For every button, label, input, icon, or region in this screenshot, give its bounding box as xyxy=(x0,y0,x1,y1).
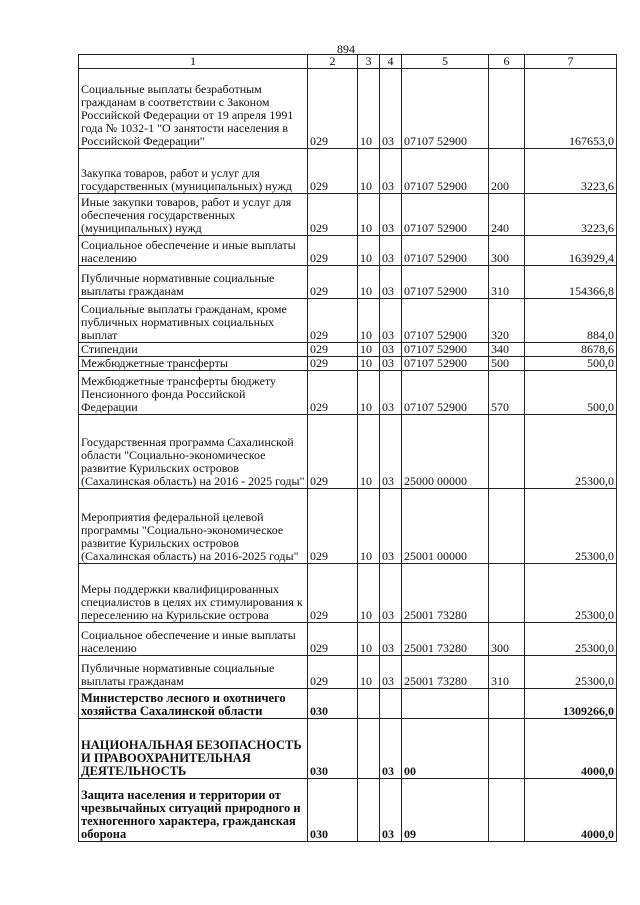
col-header-amount: 7 xyxy=(525,55,617,69)
row-target-code: 07107 52900 xyxy=(402,371,489,415)
row-amount: 25300,0 xyxy=(525,489,617,564)
row-subsection: 03 xyxy=(380,656,402,689)
page-number: 894 xyxy=(337,42,355,56)
row-admin-code: 029 xyxy=(308,266,358,299)
row-name: Социальные выплаты гражданам, кроме публичных нормативных социальных выплат xyxy=(79,299,308,343)
row-subsection: 03 xyxy=(380,194,402,236)
row-subsection: 03 xyxy=(380,779,402,842)
row-subsection: 03 xyxy=(380,564,402,623)
table-row xyxy=(79,779,617,842)
table-row xyxy=(79,236,617,266)
row-subsection: 03 xyxy=(380,149,402,194)
row-type-code xyxy=(489,415,525,489)
row-target-code xyxy=(402,689,489,719)
row-admin-code: 029 xyxy=(308,69,358,149)
row-admin-code: 029 xyxy=(308,564,358,623)
row-target-code: 07107 52900 xyxy=(402,69,489,149)
row-admin-code: 029 xyxy=(308,357,358,371)
table-row xyxy=(79,266,617,299)
row-section: 10 xyxy=(358,623,380,656)
row-admin-code: 030 xyxy=(308,779,358,842)
table-row xyxy=(79,719,617,779)
row-target-code: 07107 52900 xyxy=(402,343,489,357)
row-section xyxy=(358,779,380,842)
row-section: 10 xyxy=(358,299,380,343)
row-amount: 8678,6 xyxy=(525,343,617,357)
row-admin-code: 029 xyxy=(308,343,358,357)
table-row xyxy=(79,415,617,489)
table-row xyxy=(79,656,617,689)
row-amount: 4000,0 xyxy=(525,779,617,842)
table-row xyxy=(79,489,617,564)
row-subsection: 03 xyxy=(380,719,402,779)
row-subsection: 03 xyxy=(380,371,402,415)
row-section xyxy=(358,719,380,779)
row-name: Межбюджетные трансферты xyxy=(79,357,308,371)
row-type-code: 200 xyxy=(489,149,525,194)
row-subsection: 03 xyxy=(380,623,402,656)
table-row xyxy=(79,689,617,719)
row-admin-code: 029 xyxy=(308,489,358,564)
row-section: 10 xyxy=(358,415,380,489)
row-target-code: 00 xyxy=(402,719,489,779)
row-amount: 25300,0 xyxy=(525,415,617,489)
row-subsection: 03 xyxy=(380,236,402,266)
row-type-code: 570 xyxy=(489,371,525,415)
row-name: Социальные выплаты безработным гражданам в соответствии с Законом Российской Федерации от 19 апреля 1991 года № 1032-1 "О занятости населения в Российской Федерации" xyxy=(79,69,308,149)
row-section: 10 xyxy=(358,656,380,689)
col-header-type: 6 xyxy=(489,55,525,69)
row-name: Социальное обеспечение и иные выплаты населению xyxy=(79,623,308,656)
col-header-subsection: 4 xyxy=(380,55,402,69)
row-type-code xyxy=(489,689,525,719)
table-row xyxy=(79,299,617,343)
table-row xyxy=(79,69,617,149)
row-section: 10 xyxy=(358,236,380,266)
row-target-code: 07107 52900 xyxy=(402,266,489,299)
row-type-code: 500 xyxy=(489,357,525,371)
row-section: 10 xyxy=(358,357,380,371)
budget-table xyxy=(78,54,617,842)
row-name: Министерство лесного и охотничего хозяйства Сахалинской области xyxy=(79,689,308,719)
row-subsection: 03 xyxy=(380,69,402,149)
row-name: Защита населения и территории от чрезвычайных ситуаций природного и техногенного характера, гражданская оборона xyxy=(79,779,308,842)
row-admin-code: 029 xyxy=(308,149,358,194)
row-type-code: 310 xyxy=(489,266,525,299)
row-section: 10 xyxy=(358,489,380,564)
row-type-code xyxy=(489,564,525,623)
row-section: 10 xyxy=(358,343,380,357)
row-amount: 167653,0 xyxy=(525,69,617,149)
row-section xyxy=(358,689,380,719)
row-admin-code: 030 xyxy=(308,719,358,779)
row-admin-code: 029 xyxy=(308,194,358,236)
header-row xyxy=(79,55,617,69)
row-section: 10 xyxy=(358,564,380,623)
row-target-code: 25001 73280 xyxy=(402,564,489,623)
row-target-code: 25001 00000 xyxy=(402,489,489,564)
row-name: Межбюджетные трансферты бюджету Пенсионного фонда Российской Федерации xyxy=(79,371,308,415)
row-name: Иные закупки товаров, работ и услуг для обеспечения государственных (муниципальных) нужд xyxy=(79,194,308,236)
row-amount: 1309266,0 xyxy=(525,689,617,719)
row-type-code xyxy=(489,779,525,842)
row-type-code: 300 xyxy=(489,236,525,266)
row-section: 10 xyxy=(358,266,380,299)
row-type-code: 310 xyxy=(489,656,525,689)
row-section: 10 xyxy=(358,194,380,236)
col-header-section: 3 xyxy=(358,55,380,69)
row-type-code xyxy=(489,489,525,564)
row-type-code xyxy=(489,719,525,779)
row-amount: 25300,0 xyxy=(525,656,617,689)
row-admin-code: 029 xyxy=(308,656,358,689)
row-amount: 163929,4 xyxy=(525,236,617,266)
row-subsection xyxy=(380,689,402,719)
row-name: Меры поддержки квалифицированных специалистов в целях их стимулирования к переселению на Курильские острова xyxy=(79,564,308,623)
row-admin-code: 029 xyxy=(308,371,358,415)
row-name: Закупка товаров, работ и услуг для государственных (муниципальных) нужд xyxy=(79,149,308,194)
row-section: 10 xyxy=(358,371,380,415)
row-amount: 3223,6 xyxy=(525,194,617,236)
row-amount: 3223,6 xyxy=(525,149,617,194)
row-amount: 25300,0 xyxy=(525,564,617,623)
col-header-name: 1 xyxy=(79,55,308,69)
row-target-code: 07107 52900 xyxy=(402,299,489,343)
table-row xyxy=(79,371,617,415)
row-amount: 25300,0 xyxy=(525,623,617,656)
table-row xyxy=(79,623,617,656)
table-row xyxy=(79,194,617,236)
row-target-code: 25000 00000 xyxy=(402,415,489,489)
row-type-code xyxy=(489,69,525,149)
row-amount: 154366,8 xyxy=(525,266,617,299)
row-name: Социальное обеспечение и иные выплаты населению xyxy=(79,236,308,266)
col-header-admin: 2 xyxy=(308,55,358,69)
row-target-code: 07107 52900 xyxy=(402,194,489,236)
row-name: Публичные нормативные социальные выплаты гражданам xyxy=(79,266,308,299)
row-name: Государственная программа Сахалинской области "Социально-экономическое развитие Курильских островов (Сахалинская область) на 2016 - 2025 годы" xyxy=(79,415,308,489)
row-amount: 500,0 xyxy=(525,357,617,371)
col-header-target: 5 xyxy=(402,55,489,69)
row-admin-code: 030 xyxy=(308,689,358,719)
row-target-code: 07107 52900 xyxy=(402,357,489,371)
row-target-code: 07107 52900 xyxy=(402,236,489,266)
row-section: 10 xyxy=(358,69,380,149)
row-subsection: 03 xyxy=(380,343,402,357)
row-admin-code: 029 xyxy=(308,236,358,266)
table-row xyxy=(79,357,617,371)
row-subsection: 03 xyxy=(380,299,402,343)
row-section: 10 xyxy=(358,149,380,194)
row-subsection: 03 xyxy=(380,266,402,299)
row-target-code: 09 xyxy=(402,779,489,842)
row-subsection: 03 xyxy=(380,415,402,489)
row-amount: 4000,0 xyxy=(525,719,617,779)
row-target-code: 25001 73280 xyxy=(402,656,489,689)
row-name: Публичные нормативные социальные выплаты гражданам xyxy=(79,656,308,689)
row-name: Мероприятия федеральной целевой программы "Социально-экономическое развитие Курильских островов (Сахалинская область) на 2016-2025 годы" xyxy=(79,489,308,564)
row-amount: 500,0 xyxy=(525,371,617,415)
table-row xyxy=(79,343,617,357)
row-amount: 884,0 xyxy=(525,299,617,343)
row-name: Стипендии xyxy=(79,343,308,357)
row-admin-code: 029 xyxy=(308,623,358,656)
row-admin-code: 029 xyxy=(308,415,358,489)
row-type-code: 320 xyxy=(489,299,525,343)
row-name: НАЦИОНАЛЬНАЯ БЕЗОПАСНОСТЬ И ПРАВООХРАНИТЕЛЬНАЯ ДЕЯТЕЛЬНОСТЬ xyxy=(79,719,308,779)
row-admin-code: 029 xyxy=(308,299,358,343)
row-type-code: 240 xyxy=(489,194,525,236)
table-row xyxy=(79,149,617,194)
row-type-code: 300 xyxy=(489,623,525,656)
row-type-code: 340 xyxy=(489,343,525,357)
row-target-code: 07107 52900 xyxy=(402,149,489,194)
table-row xyxy=(79,564,617,623)
row-subsection: 03 xyxy=(380,357,402,371)
row-target-code: 25001 73280 xyxy=(402,623,489,656)
row-subsection: 03 xyxy=(380,489,402,564)
